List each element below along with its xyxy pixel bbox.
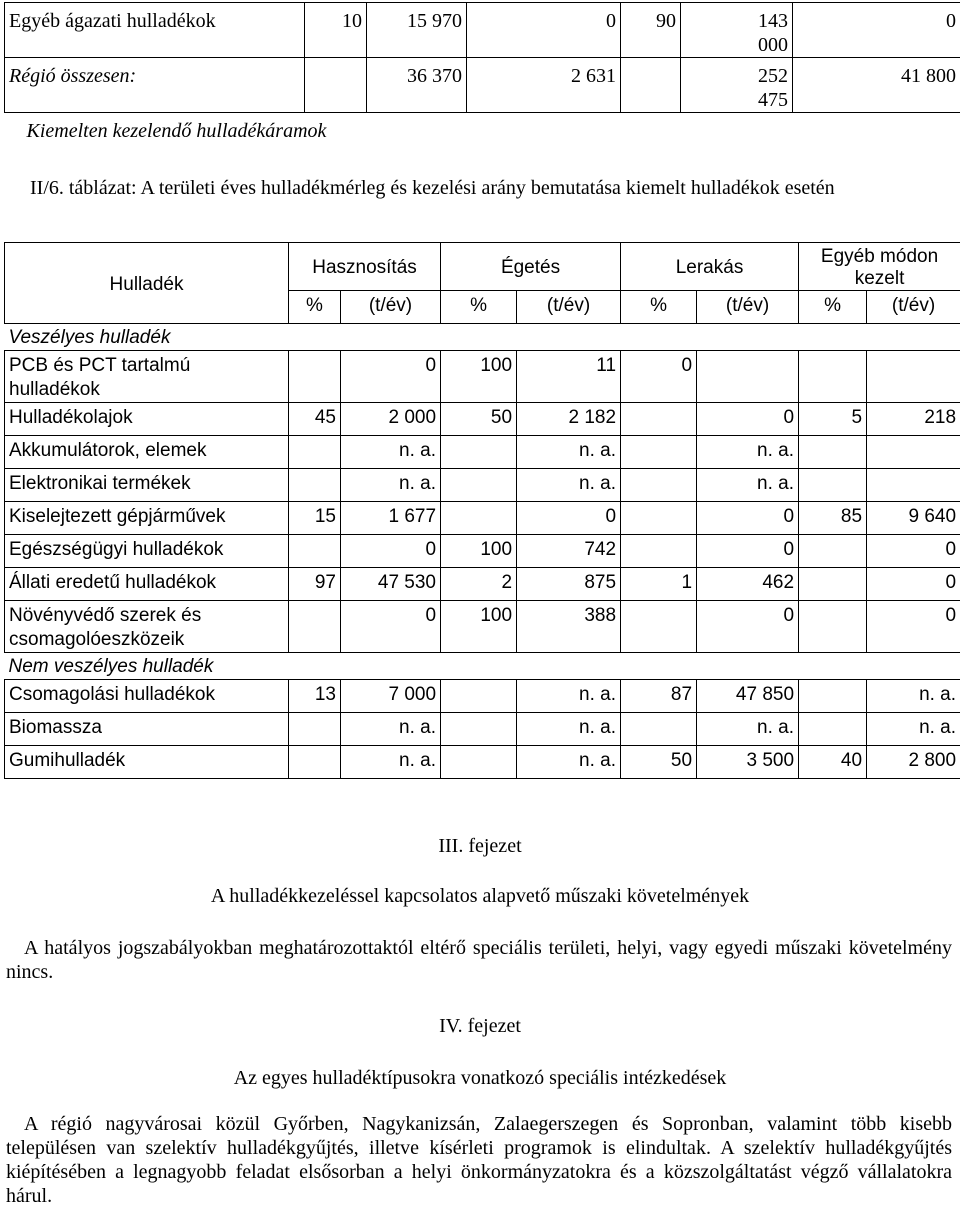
table-cell — [441, 680, 517, 713]
row-label: Biomassza — [5, 713, 289, 746]
table-cell: n. a. — [341, 713, 441, 746]
table-cell — [621, 601, 697, 653]
table-cell — [621, 502, 697, 535]
unit-cell: % — [289, 291, 341, 324]
table-cell: 47 850 — [697, 680, 799, 713]
table-cell: 13 — [289, 680, 341, 713]
row-label: Növényvédő szerek és csomagolóeszközeik — [5, 601, 289, 653]
table-row — [5, 535, 960, 568]
cell-line: 252 — [758, 65, 788, 87]
table-row — [5, 436, 960, 469]
table-cell: 0 — [341, 601, 441, 653]
table-cell — [799, 568, 867, 601]
header-group: Egyéb módon kezelt — [799, 243, 960, 291]
table-cell: 1 — [621, 568, 697, 601]
chapter3-heading: III. fejezet — [438, 835, 522, 857]
table-cell — [289, 436, 341, 469]
table-cell: 100 — [441, 601, 517, 653]
table-row — [5, 3, 960, 58]
table-cell: 11 — [517, 351, 621, 403]
unit-cell: (t/év) — [867, 291, 960, 324]
table-cell — [441, 713, 517, 746]
table-cell: 2 000 — [341, 403, 441, 436]
table-cell: n. a. — [517, 436, 621, 469]
table-cell: 7 000 — [341, 680, 441, 713]
table-cell — [799, 436, 867, 469]
table-cell — [441, 502, 517, 535]
row-label: Egészségügyi hulladékok — [5, 535, 289, 568]
table-cell: 0 — [517, 502, 621, 535]
table-cell: 100 — [441, 535, 517, 568]
table-cell — [289, 469, 341, 502]
table-cell: 5 — [799, 403, 867, 436]
section-row — [5, 324, 960, 351]
table-cell — [441, 469, 517, 502]
table-cell — [289, 713, 341, 746]
table-row — [5, 113, 960, 150]
table-cell: 388 — [517, 601, 621, 653]
unit-cell: (t/év) — [517, 291, 621, 324]
table-cell: 2 182 — [517, 403, 621, 436]
table-cell — [305, 58, 367, 113]
table-cell: 0 — [467, 3, 621, 58]
table-cell: 50 — [441, 403, 517, 436]
table-cell: n. a. — [867, 680, 960, 713]
table-cell: 0 — [867, 535, 960, 568]
table-row — [5, 502, 960, 535]
table-cell — [289, 601, 341, 653]
table-cell: 36 370 — [367, 58, 467, 113]
row-label: Kiselejtezett gépjárművek — [5, 502, 289, 535]
section-nonhazardous: Nem veszélyes hulladék — [8, 656, 214, 677]
chapter4-paragraph: A régió nagyvárosai közül Győrben, Nagykanizsán, Zalaegerszegen és Sopronban, valamint több kisebb településen van szelektív hulladékgyűjtés, illetve kísérleti programok is elindultak. A szelektív hulladékgyűjtés kiépítésében a legnagyobb feladat elsősorban a helyi önkormányzatokra és a közszolgáltatást végző vállalatokra hárul. — [6, 1113, 952, 1207]
table-cell: 0 — [341, 351, 441, 403]
table-cell: 0 — [697, 601, 799, 653]
table-cell — [621, 58, 681, 113]
table-cell: 87 — [621, 680, 697, 713]
table-cell: n. a. — [517, 746, 621, 779]
table-cell — [799, 601, 867, 653]
table-cell: 875 — [517, 568, 621, 601]
section-hazardous: Veszélyes hulladék — [8, 327, 171, 348]
table-cell: n. a. — [341, 436, 441, 469]
row-label: Akkumulátorok, elemek — [5, 436, 289, 469]
table-row — [5, 403, 960, 436]
cell-line: 143 — [758, 10, 788, 32]
table-cell: 0 — [621, 351, 697, 403]
table-cell: 10 — [305, 3, 367, 58]
row-label: Gumihulladék — [5, 746, 289, 779]
table-cell: 0 — [341, 535, 441, 568]
row-label: Csomagolási hulladékok — [5, 680, 289, 713]
section-row — [5, 653, 960, 680]
table-cell: 2 — [441, 568, 517, 601]
table-cell — [799, 351, 867, 403]
cell-line: 475 — [758, 89, 788, 111]
table-cell: 15 — [289, 502, 341, 535]
table-cell: n. a. — [697, 469, 799, 502]
table-cell: 0 — [867, 601, 960, 653]
row-label: Hulladékolajok — [5, 403, 289, 436]
table-cell — [867, 469, 960, 502]
caption-text: II/6. táblázat: A területi éves hulladékmérleg és kezelési arány bemutatása kiemelt hulladékok esetén — [30, 177, 835, 199]
nonhazardous-rows — [5, 680, 960, 779]
header-row — [5, 243, 960, 291]
table-cell — [621, 469, 697, 502]
table-row — [5, 351, 960, 403]
table-cell: 85 — [799, 502, 867, 535]
table-cell — [867, 436, 960, 469]
table-row — [5, 58, 960, 113]
unit-cell: (t/év) — [341, 291, 441, 324]
table-cell — [799, 535, 867, 568]
table-cell — [621, 535, 697, 568]
table-cell — [799, 680, 867, 713]
unit-cell: (t/év) — [697, 291, 799, 324]
cell-line: 000 — [758, 34, 788, 56]
table-cell: n. a. — [341, 746, 441, 779]
chapter3-title: A hulladékkezeléssel kapcsolatos alapvető műszaki követelmények — [210, 885, 750, 907]
table-cell: 0 — [697, 535, 799, 568]
table-cell: n. a. — [517, 713, 621, 746]
table-cell: 218 — [867, 403, 960, 436]
table-cell — [799, 469, 867, 502]
table-row — [5, 601, 960, 653]
table-cell: 15 970 — [367, 3, 467, 58]
table-cell: 0 — [697, 403, 799, 436]
table-cell: n. a. — [517, 680, 621, 713]
table-cell — [799, 713, 867, 746]
table-cell — [621, 403, 697, 436]
unit-cell: % — [621, 291, 697, 324]
table-row — [5, 680, 960, 713]
top-table — [4, 2, 960, 149]
table-cell — [441, 436, 517, 469]
table-cell: 41 800 — [793, 58, 960, 113]
waste-balance-table — [4, 242, 960, 779]
table-cell: 0 — [697, 502, 799, 535]
header-waste: Hulladék — [5, 243, 289, 324]
chapter4-heading: IV. fejezet — [439, 1015, 521, 1037]
table-cell: 1 677 — [341, 502, 441, 535]
table-cell: 97 — [289, 568, 341, 601]
table-cell — [289, 535, 341, 568]
table-cell: n. a. — [867, 713, 960, 746]
unit-cell: % — [441, 291, 517, 324]
table-cell: 3 500 — [697, 746, 799, 779]
table-caption — [6, 176, 952, 200]
table-cell: 50 — [621, 746, 697, 779]
row-label: Egyéb ágazati hulladékok — [5, 3, 305, 58]
table-cell: 9 640 — [867, 502, 960, 535]
table-cell: 2 800 — [867, 746, 960, 779]
row-label: Állati eredetű hulladékok — [5, 568, 289, 601]
table-cell — [289, 351, 341, 403]
header-group: Hasznosítás — [289, 243, 441, 291]
table-cell: 40 — [799, 746, 867, 779]
table-cell: 90 — [621, 3, 681, 58]
table-cell — [681, 3, 793, 58]
header-group: Lerakás — [621, 243, 799, 291]
table-cell: n. a. — [341, 469, 441, 502]
table-row — [5, 713, 960, 746]
header-group: Égetés — [441, 243, 621, 291]
row-label: PCB és PCT tartalmú hulladékok — [5, 351, 289, 403]
table-row — [5, 746, 960, 779]
row-label: Régió összesen: — [5, 58, 305, 113]
table-row — [5, 568, 960, 601]
table-cell — [621, 713, 697, 746]
hazardous-rows — [5, 351, 960, 653]
section-note: Kiemelten kezelendő hulladékáramok — [26, 120, 327, 142]
table-cell: 45 — [289, 403, 341, 436]
table-cell: n. a. — [517, 469, 621, 502]
table-cell — [681, 58, 793, 113]
table-cell: 0 — [867, 568, 960, 601]
unit-cell: % — [799, 291, 867, 324]
row-label: Elektronikai termékek — [5, 469, 289, 502]
table-cell — [289, 746, 341, 779]
table-cell: n. a. — [697, 713, 799, 746]
table-cell: 462 — [697, 568, 799, 601]
chapter4-title: Az egyes hulladéktípusokra vonatkozó speciális intézkedések — [233, 1067, 727, 1089]
table-cell — [867, 351, 960, 403]
table-cell: 0 — [793, 3, 960, 58]
table-cell: 742 — [517, 535, 621, 568]
table-cell — [697, 351, 799, 403]
table-cell: 100 — [441, 351, 517, 403]
table-cell — [621, 436, 697, 469]
chapter3-paragraph: A hatályos jogszabályokban meghatározottaktól eltérő speciális területi, helyi, vagy egyedi műszaki követelmény nincs. — [6, 937, 952, 983]
table-cell: 47 530 — [341, 568, 441, 601]
table-cell — [441, 746, 517, 779]
table-cell: n. a. — [697, 436, 799, 469]
table-row — [5, 469, 960, 502]
table-cell: 2 631 — [467, 58, 621, 113]
